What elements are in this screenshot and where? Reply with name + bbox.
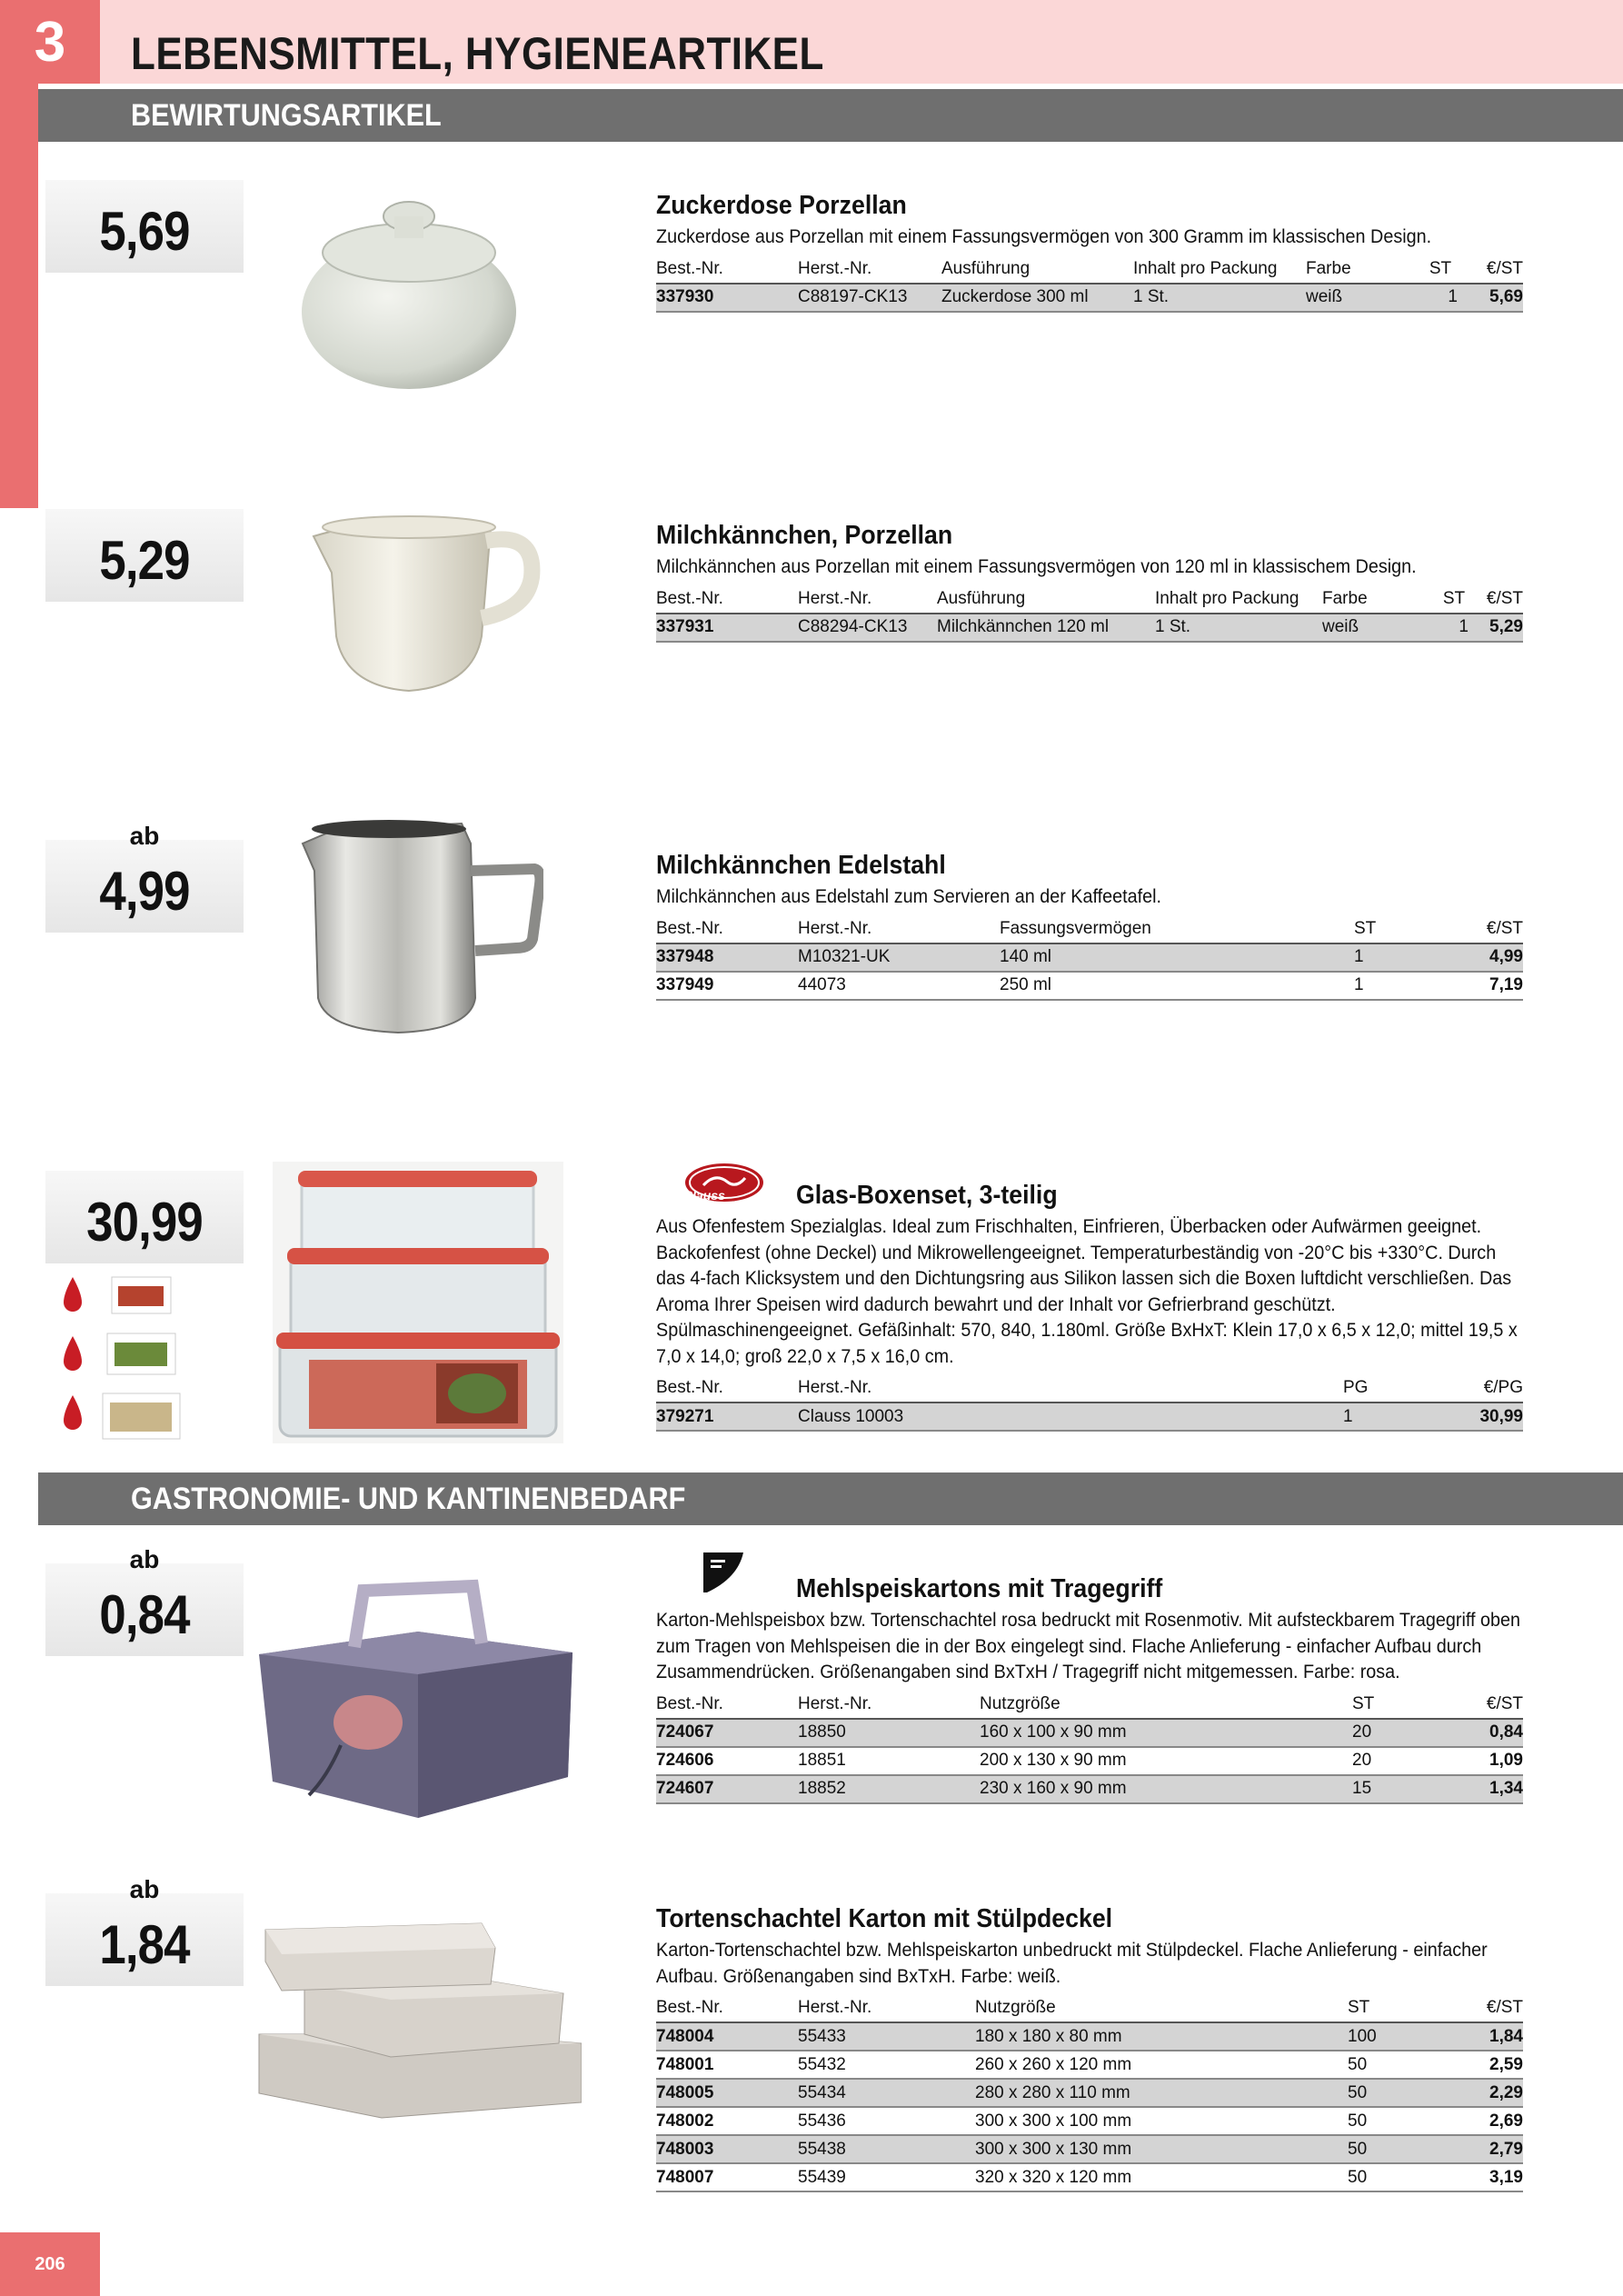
section-title: GASTRONOMIE- UND KANTINENBEDARF (131, 1482, 686, 1516)
order-number: 724607 (656, 1775, 798, 1803)
product-title: Milchkännchen Edelstahl (656, 851, 946, 880)
price-prefix: ab (129, 1875, 160, 1903)
product-title: Milchkännchen, Porzellan (656, 521, 953, 550)
col-header: Inhalt pro Packung (1133, 255, 1306, 284)
color: weiß (1306, 284, 1410, 312)
col-header: Fassungsvermögen (1000, 915, 1354, 943)
col-header: Nutzgröße (980, 1691, 1352, 1719)
usable-size: 260 x 260 x 120 mm (975, 2051, 1348, 2079)
col-header: Best.-Nr. (656, 1994, 798, 2022)
unit-count: 50 (1348, 2135, 1447, 2163)
price-box (45, 1171, 244, 1263)
price-box (45, 1545, 244, 1656)
side-stripe (0, 84, 38, 508)
price-value: 5,29 (99, 530, 190, 591)
unit-price: 5,29 (1481, 614, 1523, 642)
order-number: 724606 (656, 1747, 798, 1775)
usable-size: 160 x 100 x 90 mm (980, 1719, 1352, 1747)
col-header: Inhalt pro Packung (1155, 585, 1322, 614)
glass-box-detail-image (53, 1268, 234, 1445)
usable-size: 320 x 320 x 120 mm (975, 2163, 1348, 2191)
capacity: 250 ml (1000, 972, 1354, 1000)
price-value: 5,69 (99, 201, 190, 262)
unit-count: 15 (1352, 1775, 1447, 1803)
col-header: €/PG (1434, 1374, 1523, 1403)
table-header-row (656, 585, 1523, 614)
color: weiß (1322, 614, 1427, 642)
order-number: 748005 (656, 2079, 798, 2107)
col-header: ST (1352, 1691, 1447, 1719)
col-header: Ausführung (937, 585, 1155, 614)
col-header: Herst.-Nr. (798, 1691, 980, 1719)
product-table (656, 585, 1523, 643)
col-header: ST (1427, 585, 1481, 614)
usable-size: 200 x 130 x 90 mm (980, 1747, 1352, 1775)
col-header: Ausführung (941, 255, 1133, 284)
manufacturer-number: 18851 (798, 1747, 980, 1775)
pack-content: 1 St. (1133, 284, 1306, 312)
col-header: €/ST (1447, 915, 1523, 943)
table-row (656, 972, 1523, 1000)
col-header: €/ST (1481, 585, 1523, 614)
unit-price: 2,59 (1447, 2051, 1523, 2079)
product-tortenschachtel (656, 1902, 1523, 2192)
manufacturer-number: 55439 (798, 2163, 975, 2191)
col-header: €/ST (1470, 255, 1523, 284)
price-value: 1,84 (99, 1914, 190, 1975)
unit-price: 1,09 (1447, 1747, 1523, 1775)
price-box (45, 1875, 244, 1986)
unit-count: 20 (1352, 1747, 1447, 1775)
table-header-row (656, 255, 1523, 284)
table-row (656, 2079, 1523, 2107)
section-bar-bewirtungsartikel (38, 89, 1623, 142)
sugar-bowl-image (291, 189, 527, 394)
order-number: 748007 (656, 2163, 798, 2191)
unit-price: 1,34 (1447, 1775, 1523, 1803)
order-number: 337931 (656, 614, 798, 642)
page-number-text: 206 (35, 2253, 65, 2274)
col-header: Herst.-Nr. (798, 585, 937, 614)
table-row (656, 1747, 1523, 1775)
section-bar-gastronomie (38, 1472, 1623, 1525)
table-header-row (656, 1994, 1523, 2022)
unit-price: 1,84 (1447, 2022, 1523, 2051)
steel-jug-image (298, 816, 543, 1034)
glass-box-set-image (273, 1162, 563, 1443)
order-number: 724067 (656, 1719, 798, 1747)
unit-price: 5,69 (1470, 284, 1523, 312)
col-header: ST (1410, 255, 1470, 284)
product-description: Karton-Tortenschachtel bzw. Mehlspeiskarton unbedruckt mit Stülpdeckel. Flache Anlieferung - einfacher Aufbau. Größenangaben sind BxTxH. Farbe: weiß. (656, 1939, 1488, 1987)
product-table (656, 1994, 1523, 2192)
table-row (656, 2163, 1523, 2191)
table-row (656, 614, 1523, 642)
col-header: Best.-Nr. (656, 1374, 798, 1403)
col-header: Herst.-Nr. (798, 255, 941, 284)
table-row (656, 1719, 1523, 1747)
manufacturer-number: 55434 (798, 2079, 975, 2107)
product-zuckerdose (656, 189, 1523, 313)
order-number: 337948 (656, 943, 798, 972)
table-row (656, 2135, 1523, 2163)
page-number (0, 2232, 100, 2296)
cake-carton-image (254, 1572, 577, 1820)
table-row (656, 284, 1523, 312)
col-header: Herst.-Nr. (798, 915, 1000, 943)
unit-count: 1 (1427, 614, 1481, 642)
col-header: PG (1343, 1374, 1434, 1403)
chapter-tab (0, 0, 100, 84)
table-header-row (656, 1691, 1523, 1719)
order-number: 748002 (656, 2107, 798, 2135)
col-header: Best.-Nr. (656, 585, 798, 614)
manufacturer-number: M10321-UK (798, 943, 1000, 972)
capacity: 140 ml (1000, 943, 1354, 972)
manufacturer-number: 55438 (798, 2135, 975, 2163)
product-milchkaennchen-edelstahl (656, 849, 1523, 1001)
table-header-row (656, 915, 1523, 943)
table-row (656, 1775, 1523, 1803)
col-header: Farbe (1306, 255, 1410, 284)
brand-name: Clauss (683, 1188, 725, 1203)
price-prefix: ab (129, 822, 160, 850)
usable-size: 180 x 180 x 80 mm (975, 2022, 1348, 2051)
porcelain-jug-image (295, 500, 541, 695)
pack-price: 30,99 (1434, 1403, 1523, 1431)
usable-size: 230 x 160 x 90 mm (980, 1775, 1352, 1803)
col-header: Best.-Nr. (656, 1691, 798, 1719)
manufacturer-number: 55436 (798, 2107, 975, 2135)
section-title: BEWIRTUNGSARTIKEL (131, 98, 442, 133)
unit-count: 20 (1352, 1719, 1447, 1747)
unit-count: 1 (1354, 972, 1447, 1000)
product-title: Mehlspeiskartons mit Tragegriff (796, 1574, 1163, 1603)
page-title: LEBENSMITTEL, HYGIENEARTIKEL (131, 28, 824, 79)
unit-count: 100 (1348, 2022, 1447, 2051)
pack-content: 1 St. (1155, 614, 1322, 642)
unit-price: 4,99 (1447, 943, 1523, 972)
col-header: ST (1354, 915, 1447, 943)
product-table (656, 915, 1523, 1001)
table-row (656, 2107, 1523, 2135)
table-row (656, 943, 1523, 972)
variant: Milchkännchen 120 ml (937, 614, 1155, 642)
product-description: Milchkännchen aus Porzellan mit einem Fassungsvermögen von 120 ml in klassischem Design. (656, 555, 1417, 577)
price-box (45, 180, 244, 273)
product-mehlspeiskartons (656, 1572, 1523, 1804)
col-header: Farbe (1322, 585, 1427, 614)
unit-count: 50 (1348, 2051, 1447, 2079)
usable-size: 300 x 300 x 130 mm (975, 2135, 1348, 2163)
price-value: 4,99 (99, 861, 190, 922)
product-description: Karton-Mehlspeisbox bzw. Tortenschachtel rosa bedruckt mit Rosenmotiv. Mit aufsteckbarem Tragegriff oben zum Tragen von Mehlspeisen die in der Box eingelegt sind. Flache Anlieferung - einfacher Aufbau durch Zusammendrücken. Größenangaben sind BxTxH / Tragegriff nicht mitgemessen. Farbe: rosa. (656, 1609, 1520, 1682)
product-title: Glas-Boxenset, 3-teilig (796, 1181, 1058, 1210)
chapter-number: 3 (34, 10, 66, 74)
unit-count: 50 (1348, 2079, 1447, 2107)
cake-box-stack-image (254, 1907, 582, 2134)
manufacturer-number: 55432 (798, 2051, 975, 2079)
unit-price: 3,19 (1447, 2163, 1523, 2191)
manufacturer-number: 44073 (798, 972, 1000, 1000)
product-table (656, 255, 1523, 313)
col-header: Best.-Nr. (656, 915, 798, 943)
col-header: €/ST (1447, 1994, 1523, 2022)
pack-count: 1 (1343, 1403, 1434, 1431)
unit-count: 50 (1348, 2163, 1447, 2191)
manufacturer-number: 55433 (798, 2022, 975, 2051)
order-number: 337949 (656, 972, 798, 1000)
order-number: 337930 (656, 284, 798, 312)
order-number: 748001 (656, 2051, 798, 2079)
product-table (656, 1374, 1523, 1432)
price-box (45, 822, 244, 933)
manufacturer-number: 18852 (798, 1775, 980, 1803)
col-header: €/ST (1447, 1691, 1523, 1719)
order-number: 379271 (656, 1403, 798, 1431)
col-header: ST (1348, 1994, 1447, 2022)
unit-count: 50 (1348, 2107, 1447, 2135)
order-number: 748003 (656, 2135, 798, 2163)
table-header-row (656, 1374, 1523, 1403)
table-row (656, 2051, 1523, 2079)
col-header: Best.-Nr. (656, 255, 798, 284)
product-milchkaennchen-porzellan (656, 519, 1523, 643)
manufacturer-number: C88294-CK13 (798, 614, 937, 642)
usable-size: 300 x 300 x 100 mm (975, 2107, 1348, 2135)
price-box (45, 509, 244, 602)
product-description: Milchkännchen aus Edelstahl zum Servieren an der Kaffeetafel. (656, 885, 1161, 907)
table-row (656, 1403, 1523, 1431)
order-number: 748004 (656, 2022, 798, 2051)
variant: Zuckerdose 300 ml (941, 284, 1133, 312)
col-header: Herst.-Nr. (798, 1994, 975, 2022)
product-table (656, 1691, 1523, 1804)
price-value: 30,99 (86, 1192, 203, 1253)
manufacturer-number: Clauss 10003 (798, 1403, 1343, 1431)
col-header: Herst.-Nr. (798, 1374, 1343, 1403)
manufacturer-number: C88197-CK13 (798, 284, 941, 312)
usable-size: 280 x 280 x 110 mm (975, 2079, 1348, 2107)
unit-price: 2,79 (1447, 2135, 1523, 2163)
unit-price: 2,69 (1447, 2107, 1523, 2135)
unit-price: 0,84 (1447, 1719, 1523, 1747)
col-header: Nutzgröße (975, 1994, 1348, 2022)
table-row (656, 2022, 1523, 2051)
product-description: Zuckerdose aus Porzellan mit einem Fassungsvermögen von 300 Gramm im klassischen Design. (656, 225, 1432, 247)
unit-price: 7,19 (1447, 972, 1523, 1000)
manufacturer-number: 18850 (798, 1719, 980, 1747)
price-value: 0,84 (99, 1584, 190, 1645)
price-prefix: ab (129, 1545, 160, 1573)
product-title: Zuckerdose Porzellan (656, 191, 907, 220)
product-title: Tortenschachtel Karton mit Stülpdeckel (656, 1904, 1113, 1933)
unit-price: 2,29 (1447, 2079, 1523, 2107)
product-description: Aus Ofenfestem Spezialglas. Ideal zum Frischhalten, Einfrieren, Überbacken oder Aufwärmen geeignet. Backofenfest (ohne Deckel) und Mikrowellengeeignet. Temperaturbeständig von -20°C bis +330°C. Durch das 4-fach Klicksystem und den Dichtungsring aus Silikon lassen sich die Boxen luftdicht verschließen. Das Aroma Ihrer Speisen wird dadurch bewahrt und der Inhalt vor Gefrierbrand geschützt. Spülmaschinengeeignet. Gefäßinhalt: 570, 840, 1.180ml. Größe BxHxT: Klein 17,0 x 6,5 x 12,0; mittel 19,5 x 7,0 x 14,0; groß 22,0 x 7,5 x 16,0 cm. (656, 1215, 1518, 1367)
product-glas-boxenset (656, 1179, 1523, 1432)
unit-count: 1 (1410, 284, 1470, 312)
unit-count: 1 (1354, 943, 1447, 972)
